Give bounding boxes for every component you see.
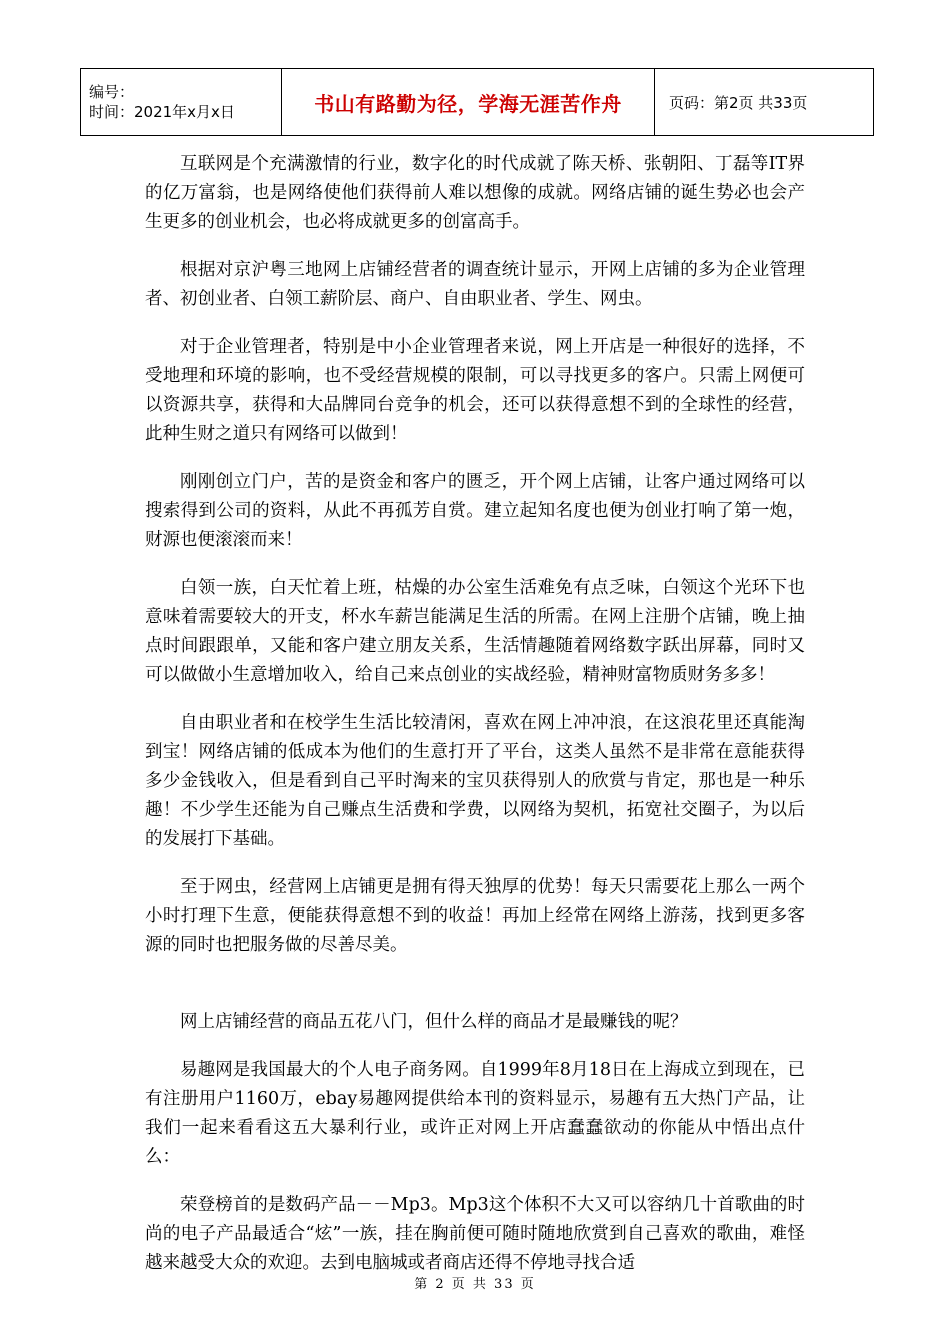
- doc-number-label: 编号：: [89, 83, 135, 101]
- header-page-info: 页码：第2页 共33页: [669, 93, 808, 112]
- paragraph: 白领一族，白天忙着上班，枯燥的办公室生活难免有点乏味，白领这个光环下也意味着需要较大的开支，杯水车薪岂能满足生活的所需。在网上注册个店铺，晚上抽点时间跟跟单，又能和客户建立朋友关系，生活情趣随着网络数字跃出屏幕，同时又可以做做小生意增加收入，给自己来点创业的实战经验，精神财富物质财务多多！: [145, 578, 805, 685]
- header-motto-cell: [282, 69, 655, 136]
- paragraph: 易趣网是我国最大的个人电子商务网。自1999年8月18日在上海成立到现在，已有注册用户1160万，ebay易趣网提供给本刊的资料显示，易趣有五大热门产品，让我们一起来看看这五大暴利行业，或许正对网上开店蠢蠢欲动的你能从中悟出点什么：: [145, 1060, 805, 1167]
- header-meta-cell: [81, 69, 282, 136]
- paragraph: 刚刚创立门户，苦的是资金和客户的匮乏，开个网上店铺，让客户通过网络可以搜索得到公司的资料，从此不再孤芳自赏。建立起知名度也便为创业打响了第一炮，财源也便滚滚而来！: [145, 472, 805, 550]
- paragraph: 至于网虫，经营网上店铺更是拥有得天独厚的优势！每天只需要花上那么一两个小时打理下生意，便能获得意想不到的收益！再加上经常在网络上游荡，找到更多客源的同时也把服务做的尽善尽美。: [145, 877, 805, 955]
- paragraph: 自由职业者和在校学生生活比较清闲，喜欢在网上冲冲浪，在这浪花里还真能淘到宝！网络店铺的低成本为他们的生意打开了平台，这类人虽然不是非常在意能获得多少金钱收入，但是看到自己平时淘来的宝贝获得别人的欣赏与肯定，那也是一种乐趣！不少学生还能为自己赚点生活费和学费，以网络为契机，拓宽社交圈子，为以后的发展打下基础。: [145, 713, 805, 849]
- paragraph: 荣登榜首的是数码产品－－Mp3。Mp3这个体积不大又可以容纳几十首歌曲的时尚的电子产品最适合“炫”一族，挂在胸前便可随时随地欣赏到自己喜欢的歌曲，难怪越来越受大众的欢迎。去到电脑城或者商店还得不停地寻找合适: [145, 1195, 805, 1273]
- header-page-cell: [655, 69, 874, 136]
- paragraph: 互联网是个充满激情的行业，数字化的时代成就了陈天桥、张朝阳、丁磊等IT界的亿万富翁，也是网络使他们获得前人难以想像的成就。网络店铺的诞生势必也会产生更多的创业机会，也必将成就更多的创富高手。: [145, 154, 805, 232]
- header-motto: 书山有路勤为径，学海无涯苦作舟: [314, 91, 622, 116]
- paragraph: 根据对京沪粤三地网上店铺经营者的调查统计显示，开网上店铺的多为企业管理者、初创业者、白领工薪阶层、商户、自由职业者、学生、网虫。: [145, 260, 805, 309]
- paragraph: 对于企业管理者，特别是中小企业管理者来说，网上开店是一种很好的选择，不受地理和环境的影响，也不受经营规模的限制，可以寻找更多的客户。只需上网便可以资源共享，获得和大品牌同台竞争的机会，还可以获得意想不到的全球性的经营，此种生财之道只有网络可以做到！: [145, 337, 805, 444]
- document-header: [80, 68, 874, 136]
- date-line: 时间：2021年x月x日: [89, 103, 235, 121]
- section-question: 网上店铺经营的商品五花八门，但什么样的商品才是最赚钱的呢？: [180, 1012, 688, 1032]
- page-footer: 第 2 页 共 33 页: [414, 1277, 536, 1292]
- document-body: [145, 150, 805, 1297]
